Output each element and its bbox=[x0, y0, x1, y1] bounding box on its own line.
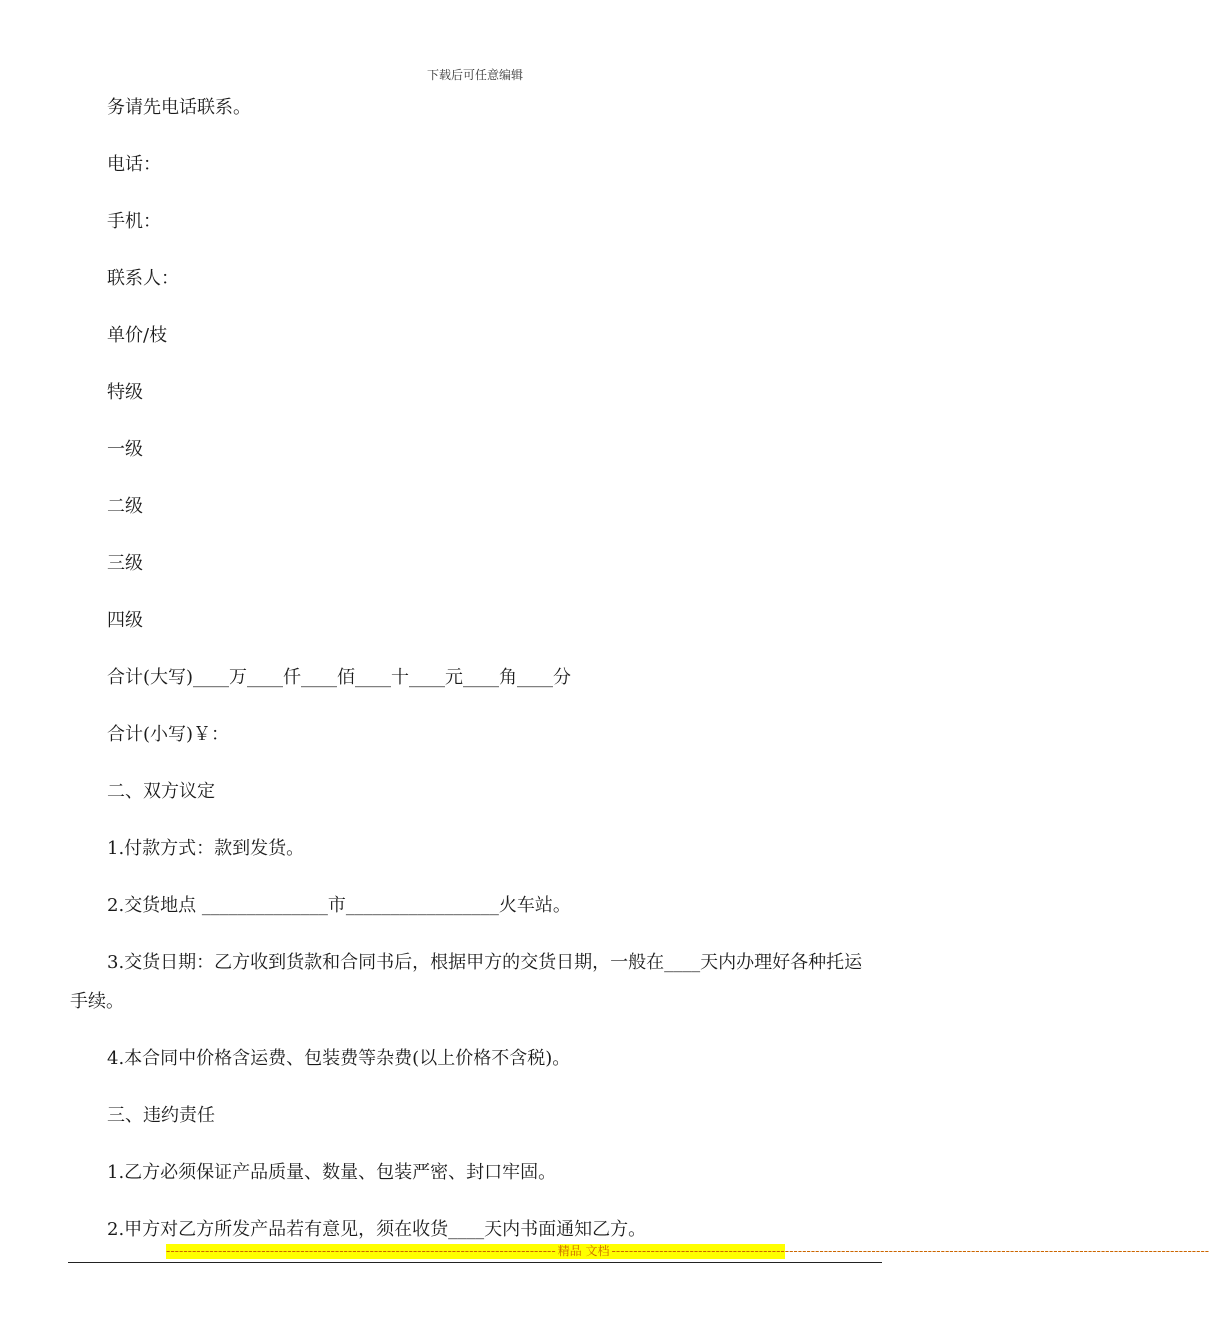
paragraph: 合计(大写)____万____仟____佰____十____元____角____分 bbox=[107, 667, 572, 688]
paragraph: 手机： bbox=[107, 211, 161, 232]
footer-divider bbox=[68, 1262, 882, 1263]
paragraph: 合计(小写)￥： bbox=[107, 724, 230, 745]
paragraph: 电话： bbox=[107, 154, 161, 175]
paragraph: 4.本合同中价格含运费、包装费等杂费(以上价格不含税)。 bbox=[107, 1048, 571, 1069]
section-heading: 二、双方议定 bbox=[107, 781, 215, 802]
footer-watermark-band bbox=[166, 1244, 1209, 1259]
paragraph: 三级 bbox=[107, 553, 143, 574]
paragraph: 2.交货地点 ______________市_________________火车站。 bbox=[107, 895, 571, 916]
paragraph: 特级 bbox=[107, 382, 143, 403]
paragraph: 务请先电话联系。 bbox=[107, 97, 251, 118]
paragraph: 1.付款方式：款到发货。 bbox=[107, 838, 305, 859]
footer-dash-left: ------------------------------------------------------------------------------------------ bbox=[166, 1244, 556, 1258]
paragraph: 二级 bbox=[107, 496, 143, 517]
paragraph: 联系人： bbox=[107, 268, 179, 289]
paragraph: 1.乙方必须保证产品质量、数量、包装严密、封口牢固。 bbox=[107, 1162, 557, 1183]
document-body bbox=[70, 88, 875, 1267]
paragraph: 单价/枝 bbox=[107, 325, 168, 346]
paragraph: 2.甲方对乙方所发产品若有意见，须在收货____天内书面通知乙方。 bbox=[107, 1219, 647, 1240]
paragraph: 四级 bbox=[107, 610, 143, 631]
paragraph: 3.交货日期：乙方收到货款和合同书后，根据甲方的交货日期，一般在____天内办理好各种托运手续。 bbox=[70, 952, 863, 1012]
footer-label: 精品 文档 bbox=[557, 1244, 610, 1258]
page-header-note: 下载后可任意编辑 bbox=[426, 68, 523, 82]
paragraph: 一级 bbox=[107, 439, 143, 460]
footer-dash-right: ------------------------------------------------------------------------------------------------------------------------------------------ bbox=[611, 1244, 1209, 1258]
section-heading: 三、违约责任 bbox=[107, 1105, 215, 1126]
